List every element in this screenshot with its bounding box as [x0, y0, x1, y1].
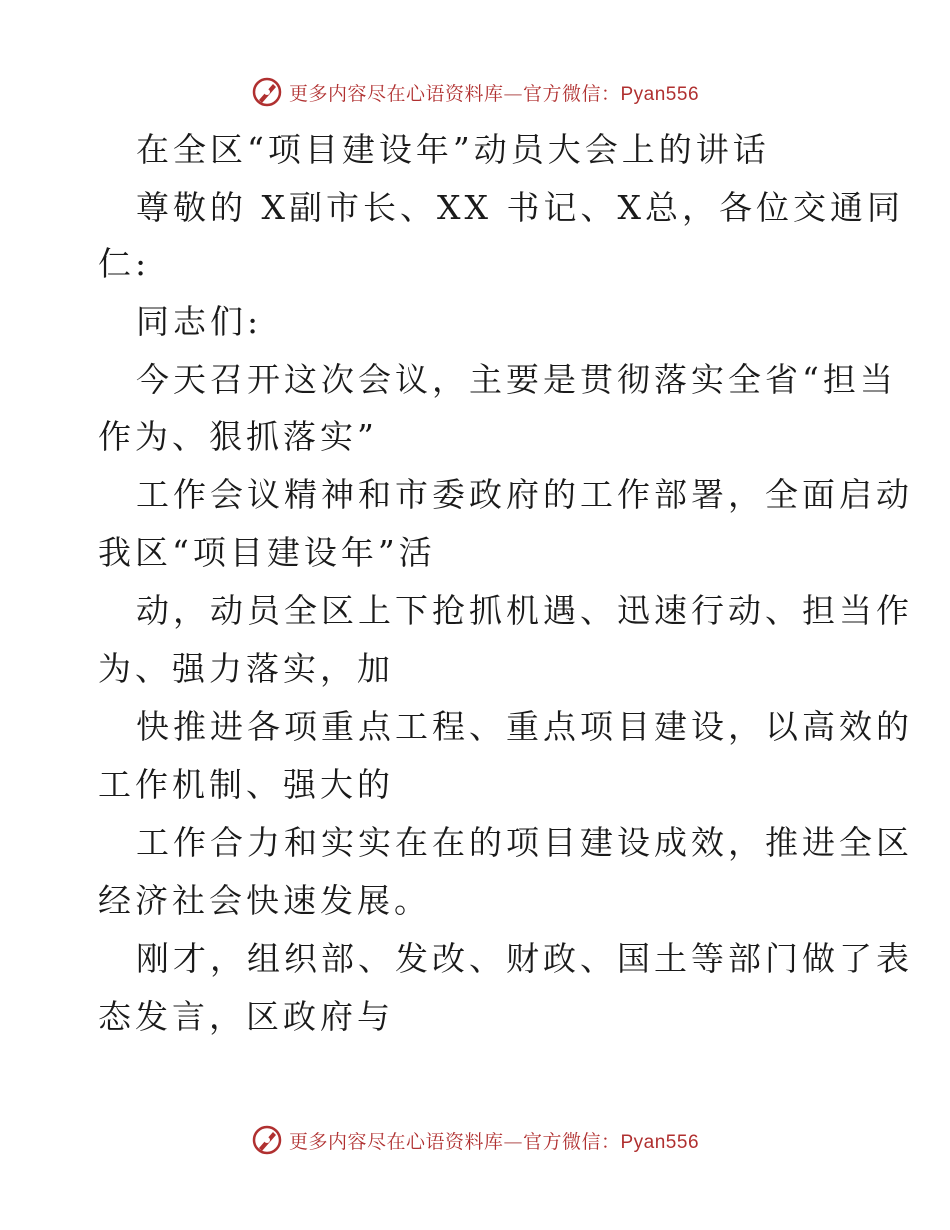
paragraph-line: 动，动员全区上下抢抓机遇、迅速行动、担当作 — [136, 591, 913, 630]
watermark-separator: — — [503, 1130, 523, 1153]
paragraph-line: 我区“项目建设年”活 — [98, 533, 436, 572]
paragraph-line: 作为、狠抓落实” — [98, 417, 378, 456]
watermark-wechat-label: 官方微信： — [522, 82, 621, 105]
watermark-wechat-label: 官方微信： — [522, 1130, 621, 1153]
paragraph-line: 态发言，区政府与 — [98, 997, 394, 1036]
paragraph-line: 刚才，组织部、发改、财政、国土等部门做了表 — [136, 939, 913, 978]
greeting-line: 同志们: — [136, 302, 263, 341]
document-title: 在全区“项目建设年”动员大会上的讲话 — [136, 130, 770, 169]
watermark-main-text: 更多内容尽在心语资料库 — [288, 82, 504, 105]
footer-watermark-text — [289, 1127, 699, 1154]
watermark-wechat-id: Pyan556 — [620, 1131, 700, 1153]
paragraph-line: 为、强力落实，加 — [98, 649, 394, 688]
watermark-main-text: 更多内容尽在心语资料库 — [288, 1130, 504, 1153]
salutation-line: 尊敬的 X副市长、XX 书记、X总，各位交通同 — [136, 188, 904, 227]
header-watermark-text — [289, 79, 699, 106]
paragraph-line: 工作合力和实实在在的项目建设成效，推进全区 — [136, 823, 913, 862]
paragraph-line: 今天召开这次会议，主要是贯彻落实全省“担当 — [136, 360, 897, 399]
pen-logo-icon — [251, 1124, 283, 1156]
paragraph-line: 快推进各项重点工程、重点项目建设，以高效的 — [136, 707, 913, 746]
watermark-separator: — — [503, 82, 523, 105]
watermark-wechat-id: Pyan556 — [620, 83, 700, 105]
footer-watermark-banner — [0, 1120, 950, 1160]
paragraph-line: 工作会议精神和市委政府的工作部署，全面启动 — [136, 475, 913, 514]
paragraph-line: 经济社会快速发展。 — [98, 881, 431, 920]
header-watermark-banner — [0, 72, 950, 112]
pen-logo-icon — [251, 76, 283, 108]
salutation-continuation: 仁: — [98, 244, 151, 283]
paragraph-line: 工作机制、强大的 — [98, 765, 394, 804]
